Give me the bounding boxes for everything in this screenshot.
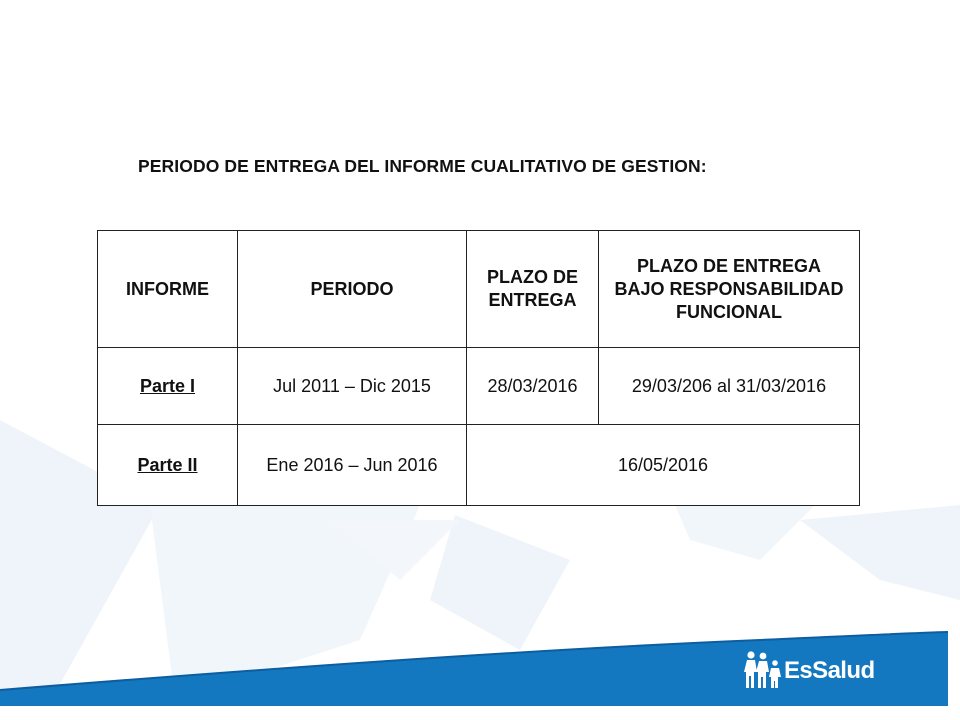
essalud-logo — [744, 648, 909, 692]
family-figures-icon — [744, 650, 784, 690]
header-plazo: PLAZO DE ENTREGA — [467, 231, 599, 348]
header-periodo: PERIODO — [238, 231, 467, 348]
periodo-cell: Ene 2016 – Jun 2016 — [238, 425, 467, 506]
logo-text: EsSalud — [784, 657, 875, 684]
informe-cell — [98, 348, 238, 425]
header-informe: INFORME — [98, 231, 238, 348]
table-row — [98, 425, 860, 506]
parte-1-link[interactable]: Parte I — [139, 375, 196, 396]
table-row — [98, 348, 860, 425]
header-plazo-responsabilidad: PLAZO DE ENTREGA BAJO RESPONSABILIDAD FUNCIONAL — [599, 231, 860, 348]
table-header-row — [98, 231, 860, 348]
plazo-cell: 28/03/2016 — [467, 348, 599, 425]
page-title: PERIODO DE ENTREGA DEL INFORME CUALITATIVO DE GESTION: — [138, 156, 707, 176]
plazo-responsabilidad-cell: 29/03/206 al 31/03/2016 — [599, 348, 860, 425]
informe-cell — [98, 425, 238, 506]
parte-2-link[interactable]: Parte II — [137, 454, 198, 475]
plazo-merged-cell: 16/05/2016 — [467, 425, 860, 506]
delivery-table — [97, 230, 860, 506]
periodo-cell: Jul 2011 – Dic 2015 — [238, 348, 467, 425]
